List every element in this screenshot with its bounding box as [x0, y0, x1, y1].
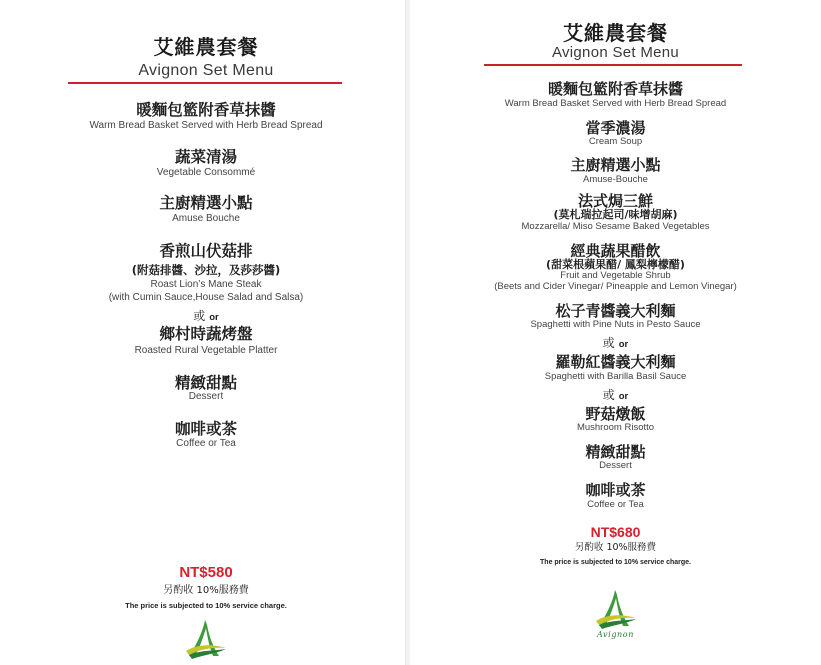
avignon-logo-icon — [183, 618, 229, 662]
menu-card-right — [410, 0, 821, 665]
course-dessert-en: Dessert — [599, 460, 632, 471]
course-soup-en: Cream Soup — [588, 136, 643, 147]
course-dessert-zh: 精緻甜點 — [174, 374, 237, 392]
course-drink-zh: 咖啡或茶 — [174, 420, 237, 438]
course-baked-zh: 法式焗三鮮 — [577, 192, 653, 210]
course-risotto-zh: 野菇燉飯 — [585, 405, 646, 423]
or-separator — [0, 309, 412, 325]
menu-title-zh: 艾維農套餐 — [153, 35, 259, 59]
title-divider-line — [68, 82, 342, 84]
course-bread-zh: 暖麵包籃附香草抹醬 — [547, 80, 683, 98]
or-separator-en: or — [209, 312, 219, 323]
course-soup-zh: 當季濃湯 — [585, 119, 646, 137]
course-soup-en: Vegetable Consommé — [156, 167, 256, 178]
menu-price: NT$580 — [179, 564, 233, 581]
course-drink-en: Coffee or Tea — [587, 499, 644, 510]
course-drink-zh: 咖啡或茶 — [585, 481, 646, 499]
course-basil-zh: 羅勒紅醬義大利麵 — [555, 353, 676, 371]
course-bread-en: Warm Bread Basket Served with Herb Bread Spread — [504, 98, 727, 109]
or-separator — [410, 388, 821, 404]
course-shrub-note-zh: (甜菜根蘋果醋/ 鳳梨檸檬醋) — [546, 258, 685, 271]
course-soup-zh: 蔬菜清湯 — [174, 148, 237, 166]
course-main-alt-en: Roasted Rural Vegetable Platter — [134, 345, 278, 356]
course-shrub-en: Fruit and Vegetable Shrub — [560, 270, 671, 281]
course-baked-note-zh: (莫札瑞拉起司/味增胡麻) — [553, 208, 678, 221]
course-shrub-note-en: (Beets and Cider Vinegar/ Pineapple and Lemon Vinegar) — [494, 281, 737, 292]
logo-wordmark: Avignon — [597, 630, 634, 639]
course-bread-zh: 暖麵包籃附香草抹醬 — [136, 101, 276, 119]
menu-price: NT$680 — [590, 524, 641, 540]
service-charge-en: The price is subjected to 10% service charge. — [125, 601, 287, 610]
course-bread-en: Warm Bread Basket Served with Herb Bread Spread — [89, 120, 323, 131]
course-amuse-zh: 主廚精選小點 — [159, 194, 253, 212]
or-separator-en: or — [618, 339, 629, 350]
or-separator-zh: 或 — [602, 388, 615, 402]
course-amuse-en: Amuse Bouche — [172, 213, 240, 224]
course-main-note-en: (with Cumin Sauce,House Salad and Salsa) — [108, 292, 304, 303]
course-risotto-en: Mushroom Risotto — [576, 422, 655, 433]
service-charge-zh: 另酌收 10%服務費 — [574, 542, 657, 553]
course-main-alt-zh: 鄉村時蔬烤盤 — [159, 325, 253, 343]
avignon-logo-icon — [593, 588, 639, 632]
course-dessert-zh: 精緻甜點 — [585, 443, 646, 461]
course-pesto-zh: 松子青醬義大利麵 — [555, 302, 676, 320]
or-separator-zh: 或 — [193, 309, 206, 323]
course-main-note-zh: (附菇排醬、沙拉，及莎莎醬) — [131, 263, 281, 277]
course-shrub-zh: 經典蔬果醋飲 — [570, 242, 661, 260]
title-divider-line — [484, 64, 742, 66]
menu-title-en: Avignon Set Menu — [551, 44, 680, 61]
course-baked-en: Mozzarella/ Miso Sesame Baked Vegetables — [521, 221, 710, 232]
menu-title-en: Avignon Set Menu — [138, 62, 274, 79]
or-separator-zh: 或 — [602, 336, 615, 350]
course-dessert-en: Dessert — [188, 391, 224, 402]
course-main-zh: 香煎山伏菇排 — [159, 242, 253, 260]
course-drink-en: Coffee or Tea — [176, 438, 236, 449]
or-separator-en: or — [618, 391, 629, 402]
course-pesto-en: Spaghetti with Pine Nuts in Pesto Sauce — [530, 319, 701, 330]
menu-title-zh: 艾維農套餐 — [563, 21, 668, 45]
service-charge-en: The price is subjected to 10% service charge. — [540, 559, 691, 566]
course-amuse-zh: 主廚精選小點 — [570, 156, 661, 174]
course-amuse-en: Amuse-Bouche — [583, 174, 648, 185]
or-separator — [410, 336, 821, 352]
course-basil-en: Spaghetti with Barilla Basil Sauce — [544, 371, 687, 382]
course-main-en: Roast Lion’s Mane Steak — [150, 279, 262, 290]
service-charge-zh: 另酌收 10%服務費 — [163, 585, 249, 596]
